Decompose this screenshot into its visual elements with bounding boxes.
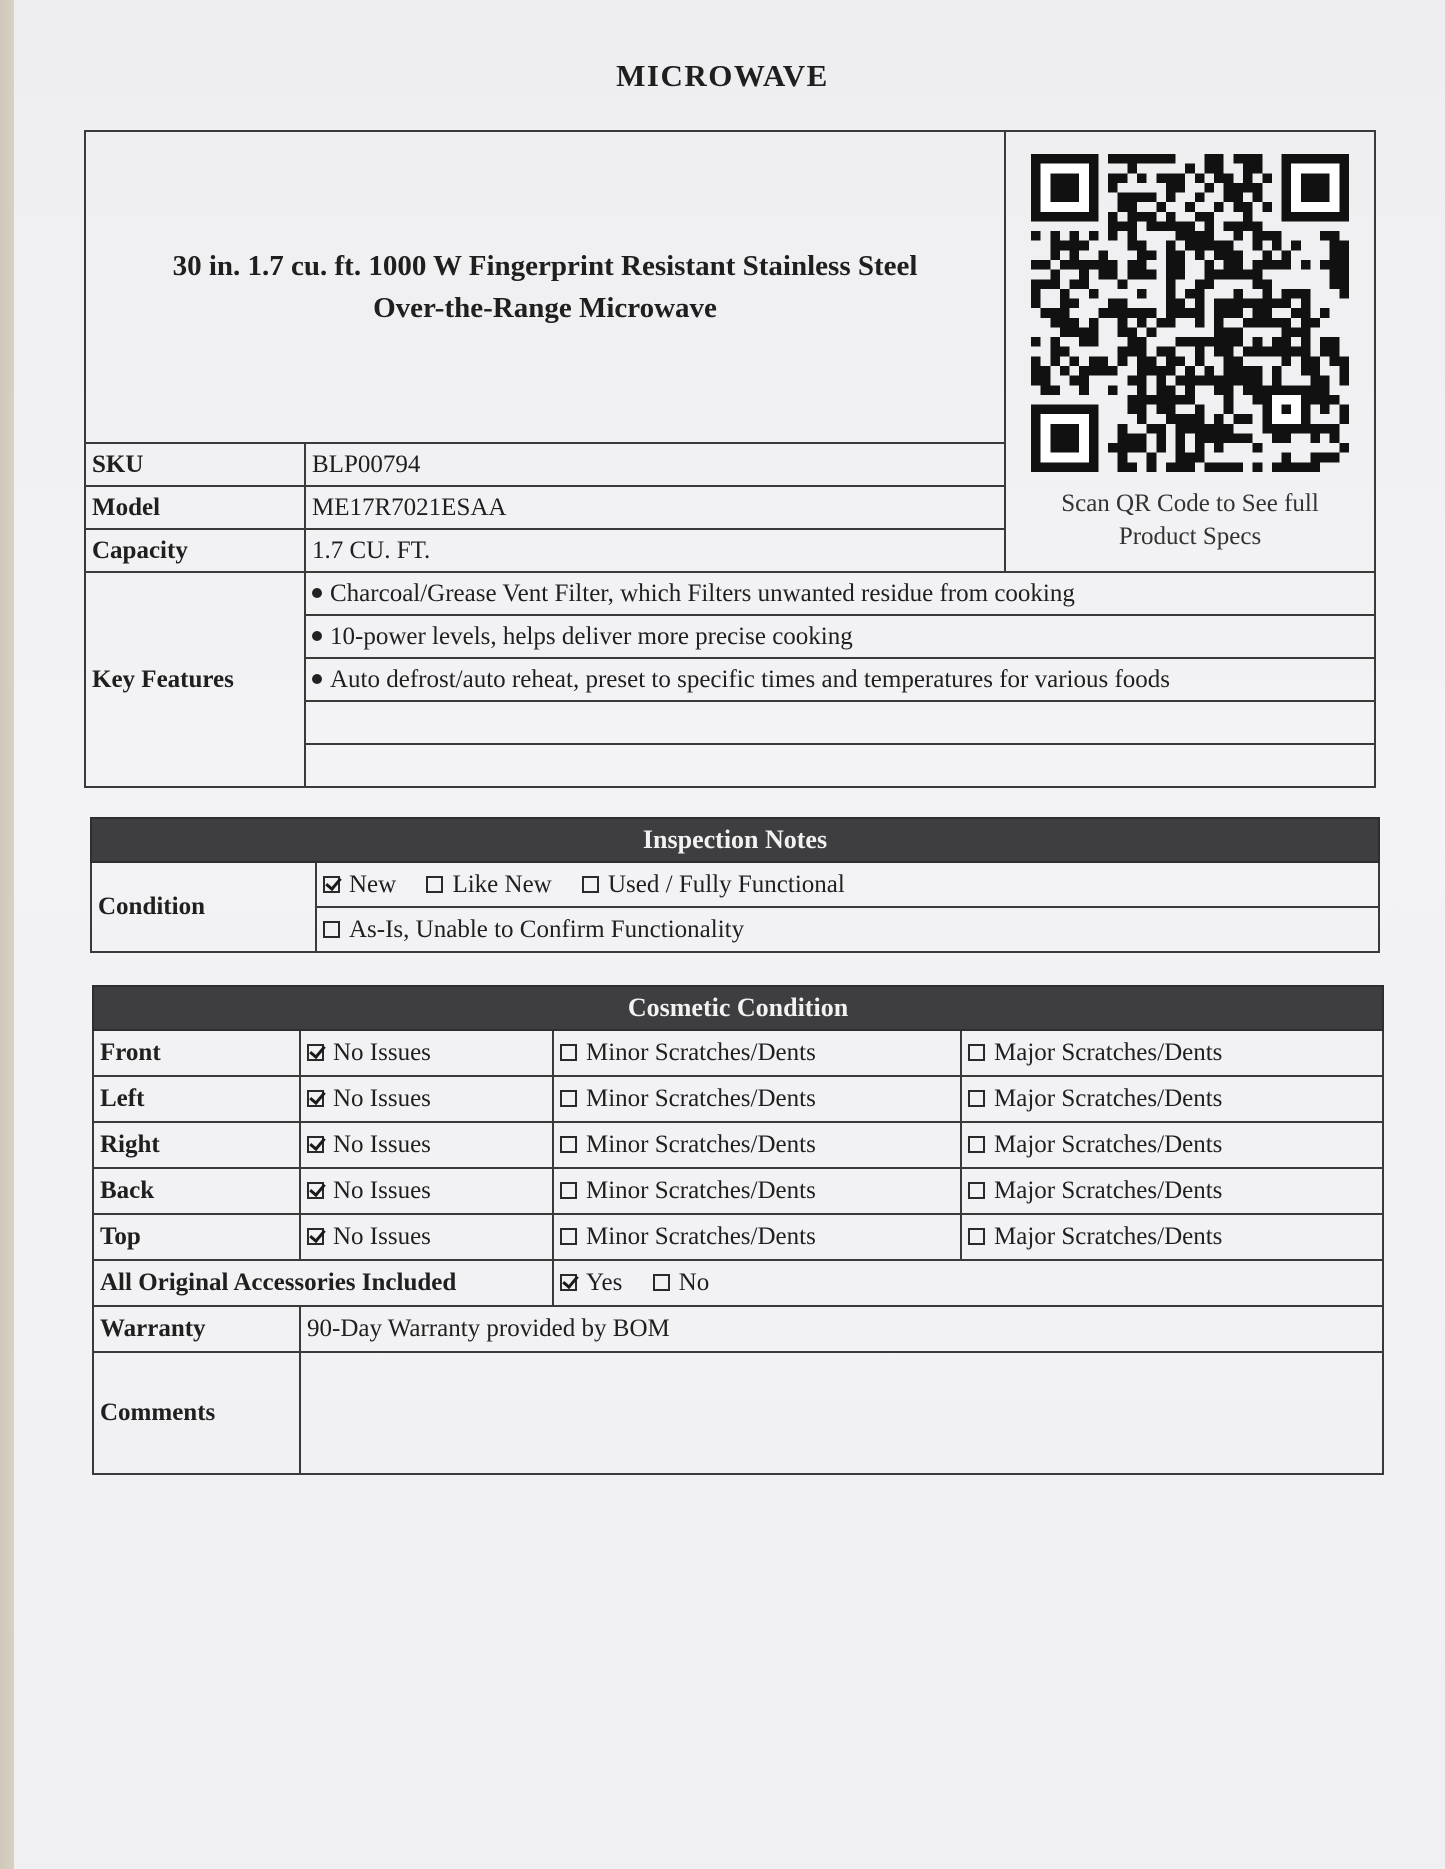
checkbox-unchecked-icon[interactable] [968,1044,985,1061]
cosmetic-condition-header: Cosmetic Condition [93,986,1383,1030]
option-label: No Issues [333,1039,431,1066]
cosmetic-option-major[interactable] [961,1214,1383,1260]
condition-options-row2 [316,907,1379,952]
checkbox-unchecked-icon[interactable] [653,1274,670,1291]
condition-options-row1 [316,862,1379,907]
cosmetic-row-label: Front [93,1030,300,1076]
qr-code-icon[interactable] [1031,154,1349,472]
model-value: ME17R7021ESAA [305,486,1005,529]
comments-field[interactable] [300,1352,1383,1474]
option-label: No [678,1269,710,1296]
checkbox-checked-icon[interactable] [307,1090,324,1107]
option-label: As-Is, Unable to Confirm Functionality [349,915,745,943]
feature-item-empty [305,744,1375,787]
option-label: Major Scratches/Dents [994,1131,1223,1158]
option-label: Like New [452,870,552,898]
cosmetic-option-no-issues[interactable] [300,1214,553,1260]
option-label: Yes [586,1269,623,1296]
feature-text: Charcoal/Grease Vent Filter, which Filters unwanted residue from cooking [330,579,1075,607]
checkbox-unchecked-icon[interactable] [968,1136,985,1153]
option-label: Minor Scratches/Dents [586,1223,816,1250]
checkbox-unchecked-icon[interactable] [560,1136,577,1153]
option-label: No Issues [333,1177,431,1204]
cosmetic-option-minor[interactable] [553,1122,961,1168]
checkbox-checked-icon[interactable] [307,1044,324,1061]
qr-caption-line1: Scan QR Code to See full [1061,490,1319,517]
product-name-cell [85,131,1005,443]
cosmetic-option-minor[interactable] [553,1030,961,1076]
option-label: Major Scratches/Dents [994,1085,1223,1112]
feature-item [305,658,1375,701]
cosmetic-row-label: Left [93,1076,300,1122]
option-label: No Issues [333,1131,431,1158]
document-title: MICROWAVE [616,58,829,93]
inspection-notes-table [90,817,1380,953]
feature-text: Auto defrost/auto reheat, preset to specific times and temperatures for various foods [330,665,1171,693]
feature-item [305,572,1375,615]
cosmetic-row [93,1076,1383,1122]
accessories-yes[interactable] [560,1269,622,1296]
capacity-value: 1.7 CU. FT. [305,529,1005,572]
warranty-label: Warranty [93,1306,300,1352]
bullet-icon [312,588,322,598]
checkbox-checked-icon[interactable] [307,1228,324,1245]
feature-text: 10-power levels, helps deliver more precise cooking [330,622,853,650]
cosmetic-row [93,1122,1383,1168]
inspection-notes-header: Inspection Notes [91,818,1379,862]
cosmetic-option-minor[interactable] [553,1076,961,1122]
option-label: New [349,870,397,898]
accessories-no[interactable] [653,1269,710,1296]
option-label: Minor Scratches/Dents [586,1085,816,1112]
checkbox-unchecked-icon[interactable] [560,1182,577,1199]
feature-item-empty [305,701,1375,744]
option-label: Major Scratches/Dents [994,1039,1223,1066]
cosmetic-option-no-issues[interactable] [300,1076,553,1122]
bullet-icon [312,631,322,641]
condition-label: Condition [91,862,316,952]
accessories-options [553,1260,1383,1306]
qr-cell [1005,131,1375,572]
option-label: Used / Fully Functional [608,870,845,898]
key-features-label: Key Features [85,572,305,787]
accessories-label: All Original Accessories Included [93,1260,553,1306]
option-label: Major Scratches/Dents [994,1223,1223,1250]
condition-option-used[interactable] [582,871,845,898]
cosmetic-option-major[interactable] [961,1168,1383,1214]
option-label: Minor Scratches/Dents [586,1177,816,1204]
sku-value: BLP00794 [305,443,1005,486]
warranty-value: 90-Day Warranty provided by BOM [300,1306,1383,1352]
product-info-table [84,130,1376,788]
checkbox-unchecked-icon[interactable] [582,876,599,893]
option-label: Major Scratches/Dents [994,1177,1223,1204]
cosmetic-row [93,1214,1383,1260]
model-label: Model [85,486,305,529]
option-label: No Issues [333,1223,431,1250]
checkbox-unchecked-icon[interactable] [323,921,340,938]
cosmetic-row-label: Top [93,1214,300,1260]
checkbox-unchecked-icon[interactable] [968,1090,985,1107]
cosmetic-option-major[interactable] [961,1122,1383,1168]
cosmetic-row [93,1168,1383,1214]
comments-label: Comments [93,1352,300,1474]
product-name-line1: 30 in. 1.7 cu. ft. 1000 W Fingerprint Resistant Stainless Steel [172,250,918,282]
checkbox-unchecked-icon[interactable] [560,1090,577,1107]
checkbox-checked-icon[interactable] [307,1136,324,1153]
cosmetic-option-major[interactable] [961,1076,1383,1122]
cosmetic-row-label: Right [93,1122,300,1168]
cosmetic-option-no-issues[interactable] [300,1122,553,1168]
checkbox-unchecked-icon[interactable] [968,1228,985,1245]
checkbox-unchecked-icon[interactable] [560,1044,577,1061]
condition-option-like-new[interactable] [426,871,551,898]
cosmetic-option-minor[interactable] [553,1214,961,1260]
capacity-label: Capacity [85,529,305,572]
checkbox-checked-icon[interactable] [307,1182,324,1199]
cosmetic-option-no-issues[interactable] [300,1168,553,1214]
checkbox-unchecked-icon[interactable] [560,1228,577,1245]
option-label: No Issues [333,1085,431,1112]
checkbox-checked-icon[interactable] [560,1274,577,1291]
qr-caption [1012,487,1368,553]
qr-caption-line2: Product Specs [1118,523,1262,550]
product-name-line2: Over-the-Range Microwave [373,292,717,324]
cosmetic-option-minor[interactable] [553,1168,961,1214]
condition-option-new[interactable] [323,871,396,898]
cosmetic-option-no-issues[interactable] [300,1030,553,1076]
checkbox-checked-icon[interactable] [323,876,340,893]
option-label: Minor Scratches/Dents [586,1131,816,1158]
bullet-icon [312,674,322,684]
cosmetic-row [93,1030,1383,1076]
feature-item [305,615,1375,658]
cosmetic-condition-table [92,985,1384,1475]
sku-label: SKU [85,443,305,486]
cosmetic-row-label: Back [93,1168,300,1214]
checkbox-unchecked-icon[interactable] [968,1182,985,1199]
checkbox-unchecked-icon[interactable] [426,876,443,893]
condition-option-as-is[interactable] [323,916,744,943]
cosmetic-option-major[interactable] [961,1030,1383,1076]
option-label: Minor Scratches/Dents [586,1039,816,1066]
